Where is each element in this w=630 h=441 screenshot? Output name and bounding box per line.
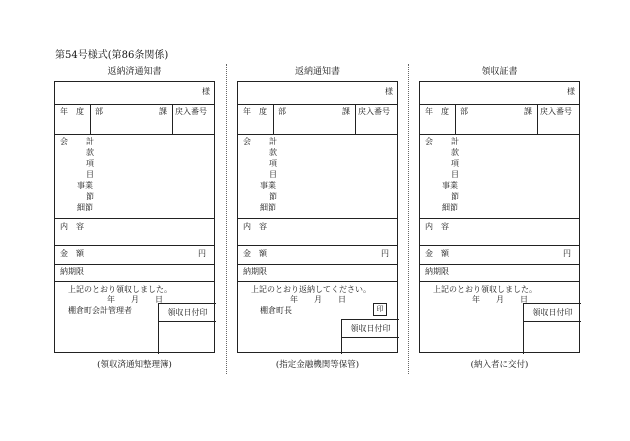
form-footer: (指定金融機関等保管) bbox=[275, 360, 360, 370]
divider bbox=[55, 281, 214, 282]
form-box bbox=[54, 81, 215, 353]
account-saisetsu: 細節 bbox=[442, 203, 458, 212]
divider bbox=[420, 264, 579, 265]
account-kou: 項 bbox=[269, 159, 277, 168]
kingaku-label: 金 額 bbox=[425, 249, 449, 258]
account-jigyo: 事業 bbox=[77, 181, 93, 190]
ka-label: 課 bbox=[159, 107, 167, 116]
form-return-notice bbox=[237, 66, 398, 370]
divider bbox=[55, 245, 214, 246]
nendo-label: 年 度 bbox=[243, 107, 267, 116]
bu-label: 部 bbox=[95, 107, 103, 116]
form-box bbox=[237, 81, 398, 353]
seal-mark: 印 bbox=[373, 303, 387, 316]
number-label: 戻入番号 bbox=[540, 107, 572, 116]
divider bbox=[55, 104, 214, 105]
sama-label: 様 bbox=[202, 87, 210, 96]
divider bbox=[238, 134, 397, 135]
cut-line bbox=[226, 64, 227, 374]
divider bbox=[238, 281, 397, 282]
bu-label: 部 bbox=[460, 107, 468, 116]
account-kei: 計 bbox=[451, 137, 459, 146]
yen-label: 円 bbox=[563, 249, 571, 258]
yen-label: 円 bbox=[198, 249, 206, 258]
issuer: 棚倉町会計管理者 bbox=[68, 306, 132, 315]
naiyo-label: 内 容 bbox=[425, 222, 449, 231]
form-returned-notice bbox=[54, 66, 215, 370]
receipt-stamp-label: 領収日付印 bbox=[524, 304, 581, 322]
account-setsu: 節 bbox=[451, 192, 459, 201]
divider bbox=[238, 218, 397, 219]
bu-label: 部 bbox=[278, 107, 286, 116]
account-jigyo: 事業 bbox=[442, 181, 458, 190]
cut-line bbox=[408, 64, 409, 374]
date-line: 年 月 日 bbox=[290, 295, 346, 304]
account-jigyo: 事業 bbox=[260, 181, 276, 190]
account-kan: 款 bbox=[269, 148, 277, 157]
issuer: 棚倉町長 bbox=[260, 306, 292, 315]
account-kou: 項 bbox=[451, 159, 459, 168]
divider bbox=[420, 104, 579, 105]
account-moku: 目 bbox=[269, 170, 277, 179]
nendo-label: 年 度 bbox=[425, 107, 449, 116]
receipt-stamp-box bbox=[341, 319, 399, 354]
divider bbox=[238, 245, 397, 246]
divider bbox=[238, 264, 397, 265]
divider bbox=[273, 104, 274, 134]
divider bbox=[238, 104, 397, 105]
form-title: 返納通知書 bbox=[294, 67, 340, 77]
number-label: 戻入番号 bbox=[175, 107, 207, 116]
account-kou: 項 bbox=[86, 159, 94, 168]
nendo-label: 年 度 bbox=[60, 107, 84, 116]
ka-label: 課 bbox=[524, 107, 532, 116]
kigen-label: 納期限 bbox=[60, 267, 84, 276]
divider bbox=[355, 104, 356, 134]
receipt-stamp-label: 領収日付印 bbox=[159, 304, 216, 322]
divider bbox=[455, 104, 456, 134]
receipt-stamp-label: 領収日付印 bbox=[342, 320, 399, 338]
account-saisetsu: 細節 bbox=[77, 203, 93, 212]
divider bbox=[420, 134, 579, 135]
kigen-label: 納期限 bbox=[243, 267, 267, 276]
account-moku: 目 bbox=[86, 170, 94, 179]
divider bbox=[537, 104, 538, 134]
divider bbox=[420, 218, 579, 219]
divider bbox=[420, 245, 579, 246]
ka-label: 課 bbox=[342, 107, 350, 116]
account-kei: 計 bbox=[86, 137, 94, 146]
form-footer: (領収済通知整理簿) bbox=[97, 360, 172, 370]
divider bbox=[55, 264, 214, 265]
message: 上記のとおり返納してください。 bbox=[251, 285, 371, 294]
divider bbox=[90, 104, 91, 134]
receipt-stamp-box bbox=[523, 303, 581, 354]
divider bbox=[420, 281, 579, 282]
account-kan: 款 bbox=[86, 148, 94, 157]
sama-label: 様 bbox=[567, 87, 575, 96]
receipt-stamp-box bbox=[158, 303, 216, 354]
form-footer: (納入者に交付) bbox=[470, 360, 529, 370]
kingaku-label: 金 額 bbox=[60, 249, 84, 258]
account-kai: 会 bbox=[425, 137, 433, 146]
message: 上記のとおり領収しました。 bbox=[433, 285, 537, 294]
kigen-label: 納期限 bbox=[425, 267, 449, 276]
date-line: 年 月 日 bbox=[107, 295, 163, 304]
divider bbox=[55, 218, 214, 219]
divider bbox=[172, 104, 173, 134]
number-label: 戻入番号 bbox=[358, 107, 390, 116]
message: 上記のとおり領収しました。 bbox=[68, 285, 172, 294]
account-setsu: 節 bbox=[86, 192, 94, 201]
divider bbox=[55, 134, 214, 135]
account-setsu: 節 bbox=[269, 192, 277, 201]
yen-label: 円 bbox=[381, 249, 389, 258]
account-kai: 会 bbox=[243, 137, 251, 146]
naiyo-label: 内 容 bbox=[243, 222, 267, 231]
form-receipt bbox=[419, 66, 580, 370]
document-label: 第54号様式(第86条関係) bbox=[55, 50, 169, 61]
form-box bbox=[419, 81, 580, 353]
sama-label: 様 bbox=[385, 87, 393, 96]
date-line: 年 月 日 bbox=[472, 295, 528, 304]
kingaku-label: 金 額 bbox=[243, 249, 267, 258]
naiyo-label: 内 容 bbox=[60, 222, 84, 231]
account-kei: 計 bbox=[269, 137, 277, 146]
account-kai: 会 bbox=[60, 137, 68, 146]
form-title: 返納済通知書 bbox=[107, 67, 162, 77]
account-saisetsu: 細節 bbox=[260, 203, 276, 212]
account-kan: 款 bbox=[451, 148, 459, 157]
form-title: 領収証書 bbox=[481, 67, 518, 77]
account-moku: 目 bbox=[451, 170, 459, 179]
